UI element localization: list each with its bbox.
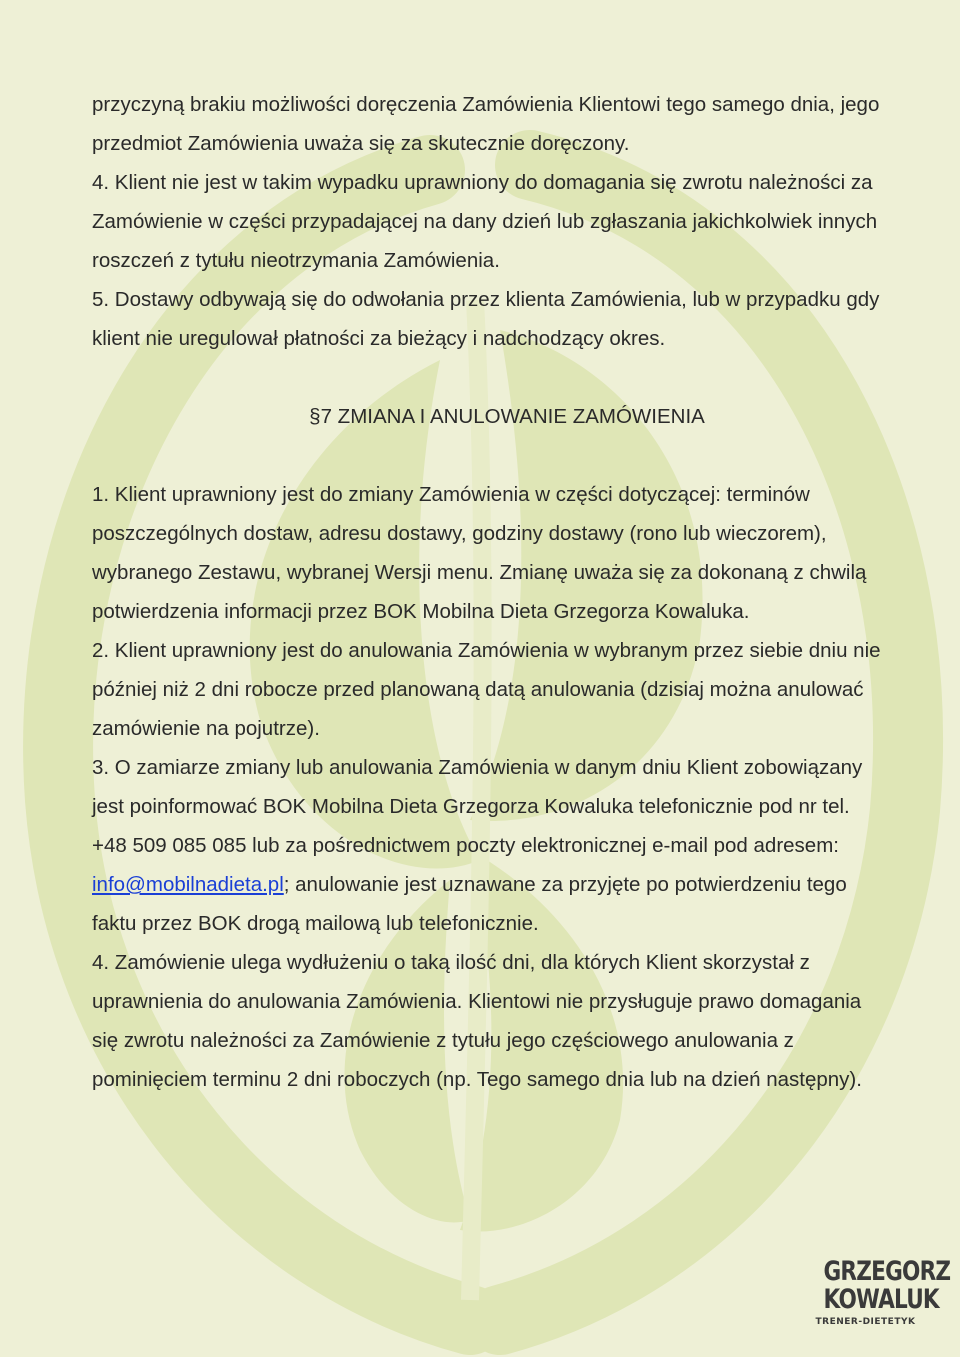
document-body — [92, 85, 882, 1099]
paragraph-6-4: 4. Klient nie jest w takim wypadku uprawniony do domagania się zwrotu należności za Zamówienie w części przypadającej na dany dzień lub zgłaszania jakichkolwiek innych roszczeń z tytułu nieotrzymania Zamówienia. — [92, 171, 878, 272]
section-heading: §7 ZMIANA I ANULOWANIE ZAMÓWIENIA — [309, 405, 705, 428]
paragraph-7-4: 4. Zamówienie ulega wydłużeniu o taką ilość dni, dla których Klient skorzystał z uprawnienia do anulowania Zamówienia. Klientowi nie przysługuje prawo domagania się zwrotu należności za Zamówienie z tytułu jego częściowego anulowania z pominięciem terminu 2 dni roboczych (np. Tego samego dnia lub na dzień następny). — [92, 951, 862, 1091]
paragraph-7-2: 2. Klient uprawniony jest do anulowania Zamówienia w wybranym przez siebie dniu nie później niż 2 dni robocze przed planowaną datą anulowania (dzisiaj można anulować zamówienie na pojutrze). — [92, 639, 881, 740]
paragraph-6-5: 5. Dostawy odbywają się do odwołania przez klienta Zamówienia, lub w przypadku gdy klient nie uregulował płatności za bieżący i nadchodzący okres. — [92, 288, 880, 350]
brand-logo — [813, 1256, 951, 1328]
paragraph-7-3 — [92, 748, 882, 943]
logo-line-first-name: GRZEGORZ — [823, 1256, 951, 1287]
paragraph-7-1: 1. Klient uprawniony jest do zmiany Zamówienia w części dotyczącej: terminów poszczególnych dostaw, adresu dostawy, godziny dostawy (rono lub wieczorem), wybranego Zestawu, wybranej Wersji menu. Zmianę uważa się za dokonaną z chwilą potwierdzenia informacji przez BOK Mobilna Dieta Grzegorza Kowaluka. — [92, 483, 867, 623]
logo-line-last-name: KOWALUK — [823, 1284, 939, 1315]
paragraph-7-3-text-before: 3. O zamiarze zmiany lub anulowania Zamówienia w danym dniu Klient zobowiązany jest poinformować BOK Mobilna Dieta Grzegorza Kowaluka telefonicznie pod nr tel. +48 509 085 085 lub za pośrednictwem poczty elektronicznej e-mail pod adresem: — [92, 756, 863, 857]
email-link[interactable]: info@mobilnadieta.pl — [92, 873, 284, 896]
paragraph-7-3-text-after: ; anulowanie jest uznawane za przyjęte po potwierdzeniu tego faktu przez BOK drogą mailową lub telefonicznie. — [92, 873, 847, 935]
logo-line-tagline: TRENER-DIETETYK — [815, 1317, 916, 1327]
paragraph-continuation: przyczyną brakiu możliwości doręczenia Zamówienia Klientowi tego samego dnia, jego przedmiot Zamówienia uważa się za skutecznie doręczony. — [92, 93, 880, 155]
